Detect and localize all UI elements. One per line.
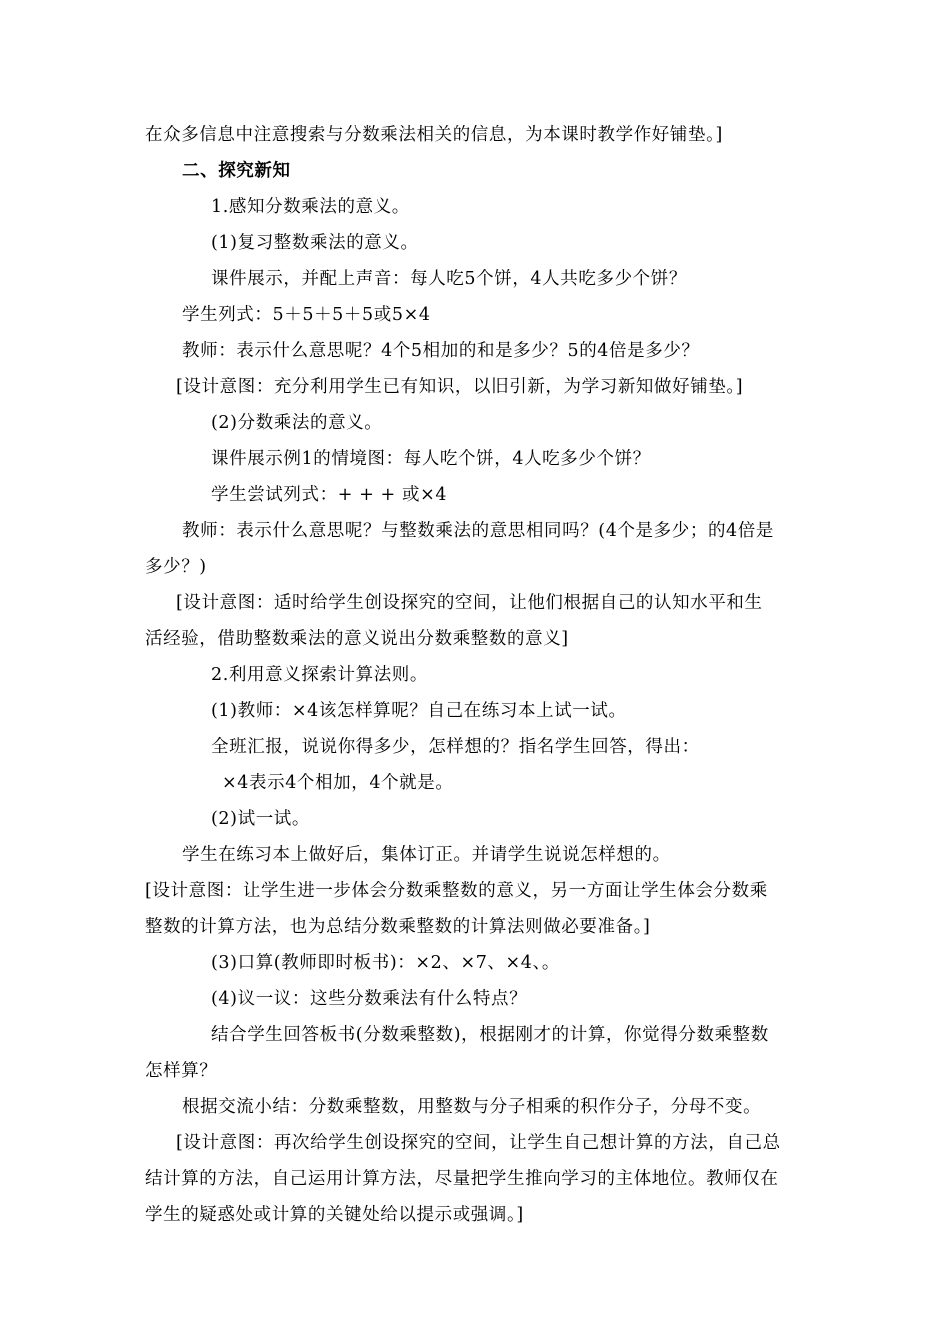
text-line: 学生尝试列式：+ + + 或×4 [211,485,448,505]
text-line: (3)口算(教师即时板书)：×2、×7、×4、。 [211,953,560,973]
design-intent-note: [设计意图：充分利用学生已有知识，以旧引新，为学习新知做好铺垫。] [176,377,744,397]
text-line: 在众多信息中注意搜索与分数乘法相关的信息，为本课时教学作好铺垫。] [145,125,723,145]
design-intent-note: [设计意图：让学生进一步体会分数乘整数的意义，另一方面让学生体会分数乘 [145,881,768,901]
text-line: (4)议一议：这些分数乘法有什么特点？ [211,989,528,1009]
text-line: 课件展示，并配上声音：每人吃5个饼，4人共吃多少个饼？ [211,269,687,289]
text-line: 2.利用意义探索计算法则。 [211,665,428,685]
text-line: 结计算的方法，自己运用计算方法，尽量把学生推向学习的主体地位。教师仅在 [145,1169,779,1189]
text-line: 1.感知分数乘法的意义。 [211,197,410,217]
design-intent-note: [设计意图：再次给学生创设探究的空间，让学生自己想计算的方法，自己总 [176,1133,781,1153]
text-line: 教师：表示什么意思呢？与整数乘法的意思相同吗？(4个是多少；的4倍是 [182,521,774,541]
text-line: 教师：表示什么意思呢？4个5相加的和是多少？5的4倍是多少？ [182,341,700,361]
text-line: 怎样算？ [145,1061,218,1081]
text-line: ×4表示4个相加，4个就是。 [222,773,454,793]
design-intent-note: [设计意图：适时给学生创设探究的空间，让他们根据自己的认知水平和生 [176,593,763,613]
text-line: 课件展示例1的情境图：每人吃个饼，4人吃多少个饼？ [211,449,651,469]
text-line: (2)试一试。 [211,809,310,829]
text-line: 学生的疑惑处或计算的关键处给以提示或强调。] [145,1205,524,1225]
text-line: 多少？) [145,557,207,577]
text-line: 全班汇报，说说你得多少，怎样想的？指名学生回答，得出： [211,737,700,757]
text-line: (1)复习整数乘法的意义。 [211,233,419,253]
text-line: (1)教师：×4该怎样算呢？自己在练习本上试一试。 [211,701,627,721]
text-line: (2)分数乘法的意义。 [211,413,383,433]
section-heading: 二、探究新知 [182,161,291,181]
text-line: 活经验，借助整数乘法的意义说出分数乘整数的意义] [145,629,569,649]
text-line: 整数的计算方法，也为总结分数乘整数的计算法则做必要准备。] [145,917,651,937]
text-line: 学生列式：5＋5＋5＋5或5×4 [182,305,431,325]
text-line: 结合学生回答板书(分数乘整数)，根据刚才的计算，你觉得分数乘整数 [211,1025,769,1045]
text-line: 根据交流小结：分数乘整数，用整数与分子相乘的积作分子，分母不变。 [182,1097,762,1117]
text-line: 学生在练习本上做好后，集体订正。并请学生说说怎样想的。 [182,845,671,865]
